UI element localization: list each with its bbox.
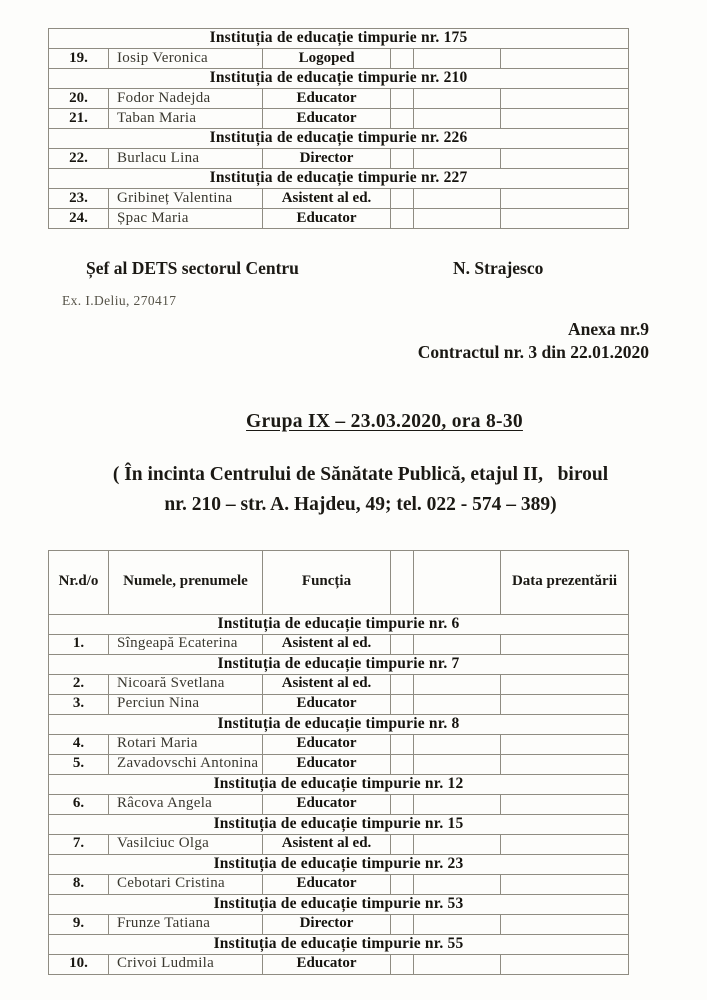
- col-header-function: Funcția: [263, 550, 391, 614]
- cell-empty-1: [391, 89, 414, 109]
- cell-empty-1: [391, 794, 414, 814]
- location-note: [0, 460, 707, 520]
- cell-date: [501, 794, 629, 814]
- cell-empty-2: [414, 874, 501, 894]
- cell-function: Asistent al ed.: [263, 674, 391, 694]
- cell-name: Rotari Maria: [109, 734, 263, 754]
- cell-date: [501, 149, 629, 169]
- cell-date: [501, 874, 629, 894]
- cell-date: [501, 734, 629, 754]
- institution-label: Instituția de educație timpurie nr. 210: [49, 69, 629, 89]
- institution-label: Instituția de educație timpurie nr. 6: [49, 614, 629, 634]
- cell-empty-1: [391, 209, 414, 229]
- institution-header-row: [49, 714, 629, 734]
- cell-function: Asistent al ed.: [263, 634, 391, 654]
- institution-label: Instituția de educație timpurie nr. 227: [49, 169, 629, 189]
- cell-date: [501, 914, 629, 934]
- cell-number: 5.: [49, 754, 109, 774]
- cell-number: 9.: [49, 914, 109, 934]
- institution-header-row: [49, 854, 629, 874]
- col-header-number: Nr.d/o: [49, 550, 109, 614]
- cell-empty-2: [414, 209, 501, 229]
- cell-empty-2: [414, 834, 501, 854]
- cell-function: Educator: [263, 109, 391, 129]
- signatory-name: N. Strajesco: [453, 258, 544, 278]
- cell-function: Asistent al ed.: [263, 834, 391, 854]
- cell-number: 19.: [49, 49, 109, 69]
- cell-empty-1: [391, 734, 414, 754]
- cell-name: Șpac Maria: [109, 209, 263, 229]
- col-header-name: Numele, prenumele: [109, 550, 263, 614]
- cell-date: [501, 754, 629, 774]
- cell-number: 7.: [49, 834, 109, 854]
- cell-function: Logoped: [263, 49, 391, 69]
- cell-name: Nicoară Svetlana: [109, 674, 263, 694]
- cell-number: 20.: [49, 89, 109, 109]
- cell-empty-2: [414, 674, 501, 694]
- cell-function: Educator: [263, 754, 391, 774]
- person-row: [49, 694, 629, 714]
- person-row: [49, 89, 629, 109]
- institution-label: Instituția de educație timpurie nr. 15: [49, 814, 629, 834]
- cell-function: Educator: [263, 209, 391, 229]
- institution-label: Instituția de educație timpurie nr. 8: [49, 714, 629, 734]
- cell-function: Director: [263, 914, 391, 934]
- main-attendance-table: [48, 550, 629, 975]
- cell-function: Educator: [263, 734, 391, 754]
- institution-label: Instituția de educație timpurie nr. 175: [49, 29, 629, 49]
- group-title: [0, 411, 707, 433]
- cell-empty-1: [391, 954, 414, 974]
- cell-date: [501, 834, 629, 854]
- person-row: [49, 914, 629, 934]
- cell-number: 23.: [49, 189, 109, 209]
- institution-label: Instituția de educație timpurie nr. 12: [49, 774, 629, 794]
- cell-name: Vasilciuc Olga: [109, 834, 263, 854]
- person-row: [49, 109, 629, 129]
- cell-empty-1: [391, 49, 414, 69]
- institution-label: Instituția de educație timpurie nr. 23: [49, 854, 629, 874]
- cell-name: Sîngeapă Ecaterina: [109, 634, 263, 654]
- cell-empty-2: [414, 694, 501, 714]
- institution-header-row: [49, 774, 629, 794]
- cell-number: 22.: [49, 149, 109, 169]
- cell-empty-1: [391, 694, 414, 714]
- institution-header-row: [49, 169, 629, 189]
- institution-header-row: [49, 654, 629, 674]
- cell-empty-2: [414, 49, 501, 69]
- cell-function: Director: [263, 149, 391, 169]
- upper-attendance-table: [48, 28, 629, 229]
- cell-number: 24.: [49, 209, 109, 229]
- cell-number: 2.: [49, 674, 109, 694]
- cell-name: Râcova Angela: [109, 794, 263, 814]
- signature-block: [0, 258, 707, 280]
- person-row: [49, 834, 629, 854]
- cell-name: Crivoi Ludmila: [109, 954, 263, 974]
- institution-label: Instituția de educație timpurie nr. 53: [49, 894, 629, 914]
- institution-label: Instituția de educație timpurie nr. 7: [49, 654, 629, 674]
- cell-name: Taban Maria: [109, 109, 263, 129]
- cell-date: [501, 634, 629, 654]
- person-row: [49, 634, 629, 654]
- cell-date: [501, 209, 629, 229]
- signatory-role: Șef al DETS sectorul Centru: [86, 258, 299, 278]
- annex-title: Anexa nr.9: [567, 319, 649, 339]
- cell-number: 10.: [49, 954, 109, 974]
- cell-function: Educator: [263, 794, 391, 814]
- cell-empty-1: [391, 754, 414, 774]
- scanned-document-page: [0, 28, 707, 1000]
- cell-number: 8.: [49, 874, 109, 894]
- person-row: [49, 874, 629, 894]
- cell-name: Burlacu Lina: [109, 149, 263, 169]
- cell-number: 3.: [49, 694, 109, 714]
- cell-empty-2: [414, 954, 501, 974]
- institution-header-row: [49, 934, 629, 954]
- institution-header-row: [49, 814, 629, 834]
- cell-empty-2: [414, 189, 501, 209]
- cell-function: Educator: [263, 89, 391, 109]
- cell-number: 21.: [49, 109, 109, 129]
- cell-empty-1: [391, 834, 414, 854]
- cell-date: [501, 109, 629, 129]
- col-header-empty-2: [414, 550, 501, 614]
- cell-empty-1: [391, 109, 414, 129]
- cell-empty-2: [414, 914, 501, 934]
- institution-label: Instituția de educație timpurie nr. 226: [49, 129, 629, 149]
- cell-empty-2: [414, 89, 501, 109]
- cell-name: Gribineț Valentina: [109, 189, 263, 209]
- cell-name: Cebotari Cristina: [109, 874, 263, 894]
- cell-number: 1.: [49, 634, 109, 654]
- person-row: [49, 189, 629, 209]
- cell-empty-1: [391, 189, 414, 209]
- institution-header-row: [49, 614, 629, 634]
- cell-empty-1: [391, 674, 414, 694]
- group-title-text: Grupa IX – 23.03.2020, ora 8-30: [246, 411, 523, 433]
- cell-date: [501, 89, 629, 109]
- institution-header-row: [49, 29, 629, 49]
- person-row: [49, 209, 629, 229]
- cell-function: Educator: [263, 954, 391, 974]
- cell-function: Asistent al ed.: [263, 189, 391, 209]
- institution-label: Instituția de educație timpurie nr. 55: [49, 934, 629, 954]
- person-row: [49, 674, 629, 694]
- person-row: [49, 49, 629, 69]
- cell-function: Educator: [263, 694, 391, 714]
- table-header-row: [49, 550, 629, 614]
- cell-date: [501, 954, 629, 974]
- col-header-empty-1: [391, 550, 414, 614]
- cell-number: 4.: [49, 734, 109, 754]
- cell-number: 6.: [49, 794, 109, 814]
- person-row: [49, 754, 629, 774]
- cell-date: [501, 189, 629, 209]
- cell-empty-2: [414, 634, 501, 654]
- cell-date: [501, 674, 629, 694]
- cell-empty-1: [391, 874, 414, 894]
- location-line-2: nr. 210 – str. A. Hajdeu, 49; tel. 022 - 574 – 389): [164, 494, 557, 516]
- annex-contract-line: Contractul nr. 3 din 22.01.2020: [417, 342, 649, 363]
- institution-header-row: [49, 894, 629, 914]
- person-row: [49, 734, 629, 754]
- cell-date: [501, 49, 629, 69]
- person-row: [49, 954, 629, 974]
- cell-name: Iosip Veronica: [109, 49, 263, 69]
- person-row: [49, 794, 629, 814]
- executor-note: Ex. I.Deliu, 270417: [62, 293, 177, 308]
- cell-empty-2: [414, 149, 501, 169]
- institution-header-row: [49, 129, 629, 149]
- cell-date: [501, 694, 629, 714]
- cell-empty-1: [391, 149, 414, 169]
- cell-name: Perciun Nina: [109, 694, 263, 714]
- cell-empty-2: [414, 754, 501, 774]
- institution-header-row: [49, 69, 629, 89]
- cell-empty-2: [414, 109, 501, 129]
- cell-name: Zavadovschi Antonina: [109, 754, 263, 774]
- location-line-1: ( În incinta Centrului de Sănătate Publică, etajul II, biroul: [112, 464, 609, 486]
- cell-empty-2: [414, 734, 501, 754]
- cell-function: Educator: [263, 874, 391, 894]
- cell-name: Frunze Tatiana: [109, 914, 263, 934]
- annex-block: [0, 318, 707, 364]
- person-row: [49, 149, 629, 169]
- cell-empty-2: [414, 794, 501, 814]
- cell-empty-1: [391, 634, 414, 654]
- cell-name: Fodor Nadejda: [109, 89, 263, 109]
- col-header-date: Data prezentării: [501, 550, 629, 614]
- cell-empty-1: [391, 914, 414, 934]
